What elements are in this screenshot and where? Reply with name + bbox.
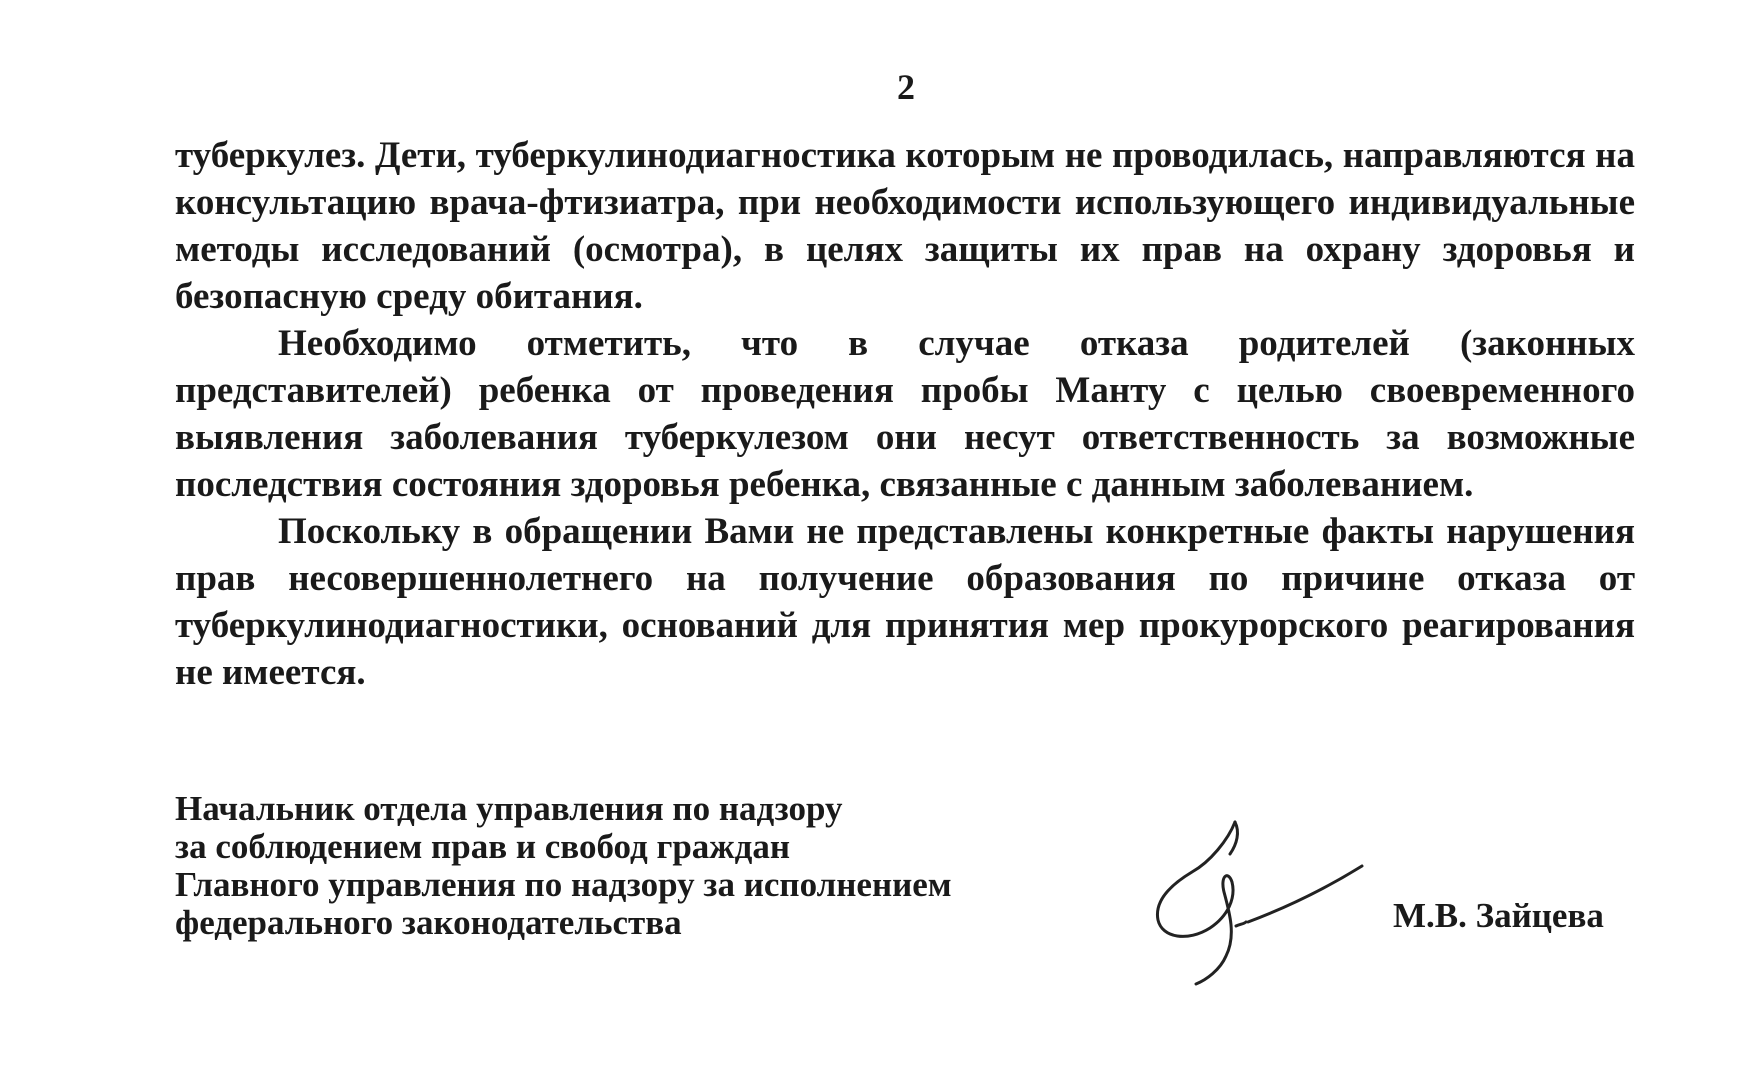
paragraph-parent-responsibility: Необходимо отметить, что в случае отказа родителей (законных представителей) ребенка от проведения пробы Манту с целью своевременного выявления заболевания туберкулезом они несут ответственность за возможные последствия состояния здоровья ребенка, связанные с данным заболеванием. [175,323,1635,505]
handwritten-signature [1140,810,1370,990]
position-line: Начальник отдела управления по надзору [175,789,843,828]
position-line: федерального законодательства [175,903,682,942]
signer-name: М.В. Зайцева [1393,896,1604,935]
signatory-position [175,790,952,942]
paragraph-conclusion: Поскольку в обращении Вами не представлены конкретные факты нарушения прав несовершеннолетнего на получение образования по причине отказа от туберкулинодиагностики, оснований для принятия мер прокурорского реагирования не имеется. [175,511,1635,693]
position-line: за соблюдением прав и свобод граждан [175,827,791,866]
page-number: 2 [897,67,915,107]
letter-body [175,132,1635,696]
paragraph-continuation: туберкулез. Дети, туберкулинодиагностика которым не проводилась, направляются на консультацию врача-фтизиатра, при необходимости использующего индивидуальные методы исследований (осмотра), в целях защиты их прав на охрану здоровья и безопасную среду обитания. [175,135,1635,317]
position-line: Главного управления по надзору за исполнением [175,865,952,904]
